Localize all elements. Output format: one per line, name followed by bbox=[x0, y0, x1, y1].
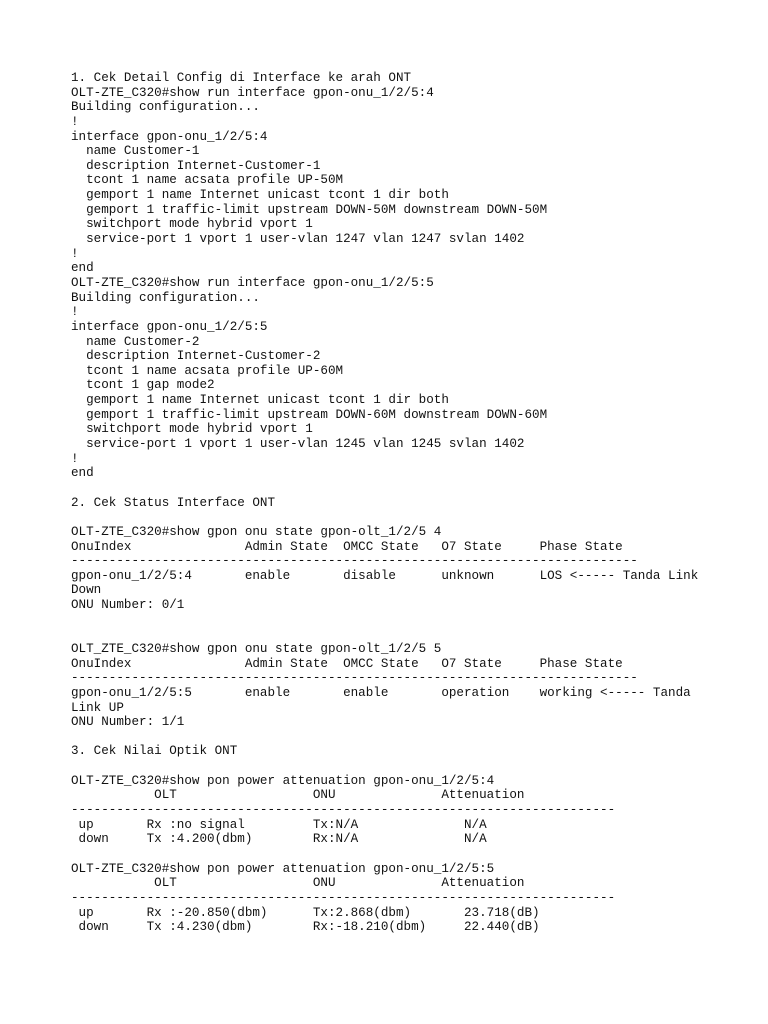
text-line bbox=[71, 627, 731, 642]
text-line: Down bbox=[71, 583, 102, 598]
text-line: tcont 1 name acsata profile UP-60M bbox=[71, 363, 344, 378]
text-line: interface gpon-onu_1/2/5:5 bbox=[71, 319, 268, 334]
text-line: 2. Cek Status Interface ONT bbox=[71, 495, 276, 510]
text-line: end bbox=[71, 466, 94, 481]
text-line: description Internet-Customer-2 bbox=[71, 349, 321, 364]
text-line: gemport 1 traffic-limit upstream DOWN-50M downstream DOWN-50M bbox=[71, 202, 548, 217]
text-line: OLT-ZTE_C320#show gpon onu state gpon-olt_1/2/5 4 bbox=[71, 524, 442, 539]
text-line: Link UP bbox=[71, 700, 124, 715]
text-line: tcont 1 name acsata profile UP-50M bbox=[71, 173, 344, 188]
text-line: switchport mode hybrid vport 1 bbox=[71, 217, 313, 232]
text-line: name Customer-2 bbox=[71, 334, 200, 349]
text-line: service-port 1 vport 1 user-vlan 1247 vlan 1247 svlan 1402 bbox=[71, 232, 525, 247]
text-line: gemport 1 traffic-limit upstream DOWN-60M downstream DOWN-60M bbox=[71, 407, 548, 422]
text-line: down Tx :4.200(dbm) Rx:N/A N/A bbox=[71, 832, 487, 847]
text-line: ! bbox=[71, 305, 79, 320]
text-line: ------------------------------------------------------------------------ bbox=[71, 803, 616, 818]
text-line: OnuIndex Admin State OMCC State O7 State Phase State bbox=[71, 656, 623, 671]
text-line: Building configuration... bbox=[71, 100, 260, 115]
text-line: Building configuration... bbox=[71, 290, 260, 305]
text-line: gpon-onu_1/2/5:5 enable enable operation working <----- Tanda bbox=[71, 685, 691, 700]
text-line: ------------------------------------------------------------------------ bbox=[71, 890, 616, 905]
text-line: gemport 1 name Internet unicast tcont 1 dir both bbox=[71, 393, 449, 408]
text-line: ! bbox=[71, 451, 79, 466]
text-line bbox=[71, 759, 731, 774]
text-line: switchport mode hybrid vport 1 bbox=[71, 422, 313, 437]
text-line: --------------------------------------------------------------------------- bbox=[71, 554, 638, 569]
document-body bbox=[71, 71, 731, 935]
text-line: interface gpon-onu_1/2/5:4 bbox=[71, 129, 268, 144]
text-line: end bbox=[71, 261, 94, 276]
text-line: 3. Cek Nilai Optik ONT bbox=[71, 744, 238, 759]
text-line: down Tx :4.230(dbm) Rx:-18.210(dbm) 22.440(dB) bbox=[71, 920, 540, 935]
text-line: service-port 1 vport 1 user-vlan 1245 vlan 1245 svlan 1402 bbox=[71, 437, 525, 452]
text-line bbox=[71, 613, 731, 628]
text-line: ! bbox=[71, 114, 79, 129]
text-line: OLT-ZTE_C320#show run interface gpon-onu_1/2/5:4 bbox=[71, 85, 434, 100]
text-line: ONU Number: 0/1 bbox=[71, 598, 185, 613]
text-line: 1. Cek Detail Config di Interface ke arah ONT bbox=[71, 71, 412, 85]
text-line: OLT ONU Attenuation bbox=[71, 876, 525, 891]
text-line: up Rx :no signal Tx:N/A N/A bbox=[71, 817, 487, 832]
text-line: OnuIndex Admin State OMCC State O7 State Phase State bbox=[71, 539, 623, 554]
text-line bbox=[71, 510, 731, 525]
text-line: up Rx :-20.850(dbm) Tx:2.868(dbm) 23.718(dB) bbox=[71, 905, 540, 920]
text-line: OLT-ZTE_C320#show pon power attenuation gpon-onu_1/2/5:4 bbox=[71, 773, 495, 788]
text-line bbox=[71, 481, 731, 496]
text-line bbox=[71, 847, 731, 862]
text-line: name Customer-1 bbox=[71, 144, 200, 159]
text-line: tcont 1 gap mode2 bbox=[71, 378, 215, 393]
text-line: OLT_ZTE_C320#show gpon onu state gpon-olt_1/2/5 5 bbox=[71, 641, 442, 656]
text-line: OLT-ZTE_C320#show run interface gpon-onu_1/2/5:5 bbox=[71, 275, 434, 290]
text-line: OLT ONU Attenuation bbox=[71, 788, 525, 803]
text-line: --------------------------------------------------------------------------- bbox=[71, 671, 638, 686]
text-line: gpon-onu_1/2/5:4 enable disable unknown LOS <----- Tanda Link bbox=[71, 568, 699, 583]
text-line: gemport 1 name Internet unicast tcont 1 dir both bbox=[71, 188, 449, 203]
text-line: ! bbox=[71, 246, 79, 261]
text-line: OLT-ZTE_C320#show pon power attenuation gpon-onu_1/2/5:5 bbox=[71, 861, 495, 876]
text-line: description Internet-Customer-1 bbox=[71, 158, 321, 173]
text-line bbox=[71, 730, 731, 745]
text-line: ONU Number: 1/1 bbox=[71, 715, 185, 730]
